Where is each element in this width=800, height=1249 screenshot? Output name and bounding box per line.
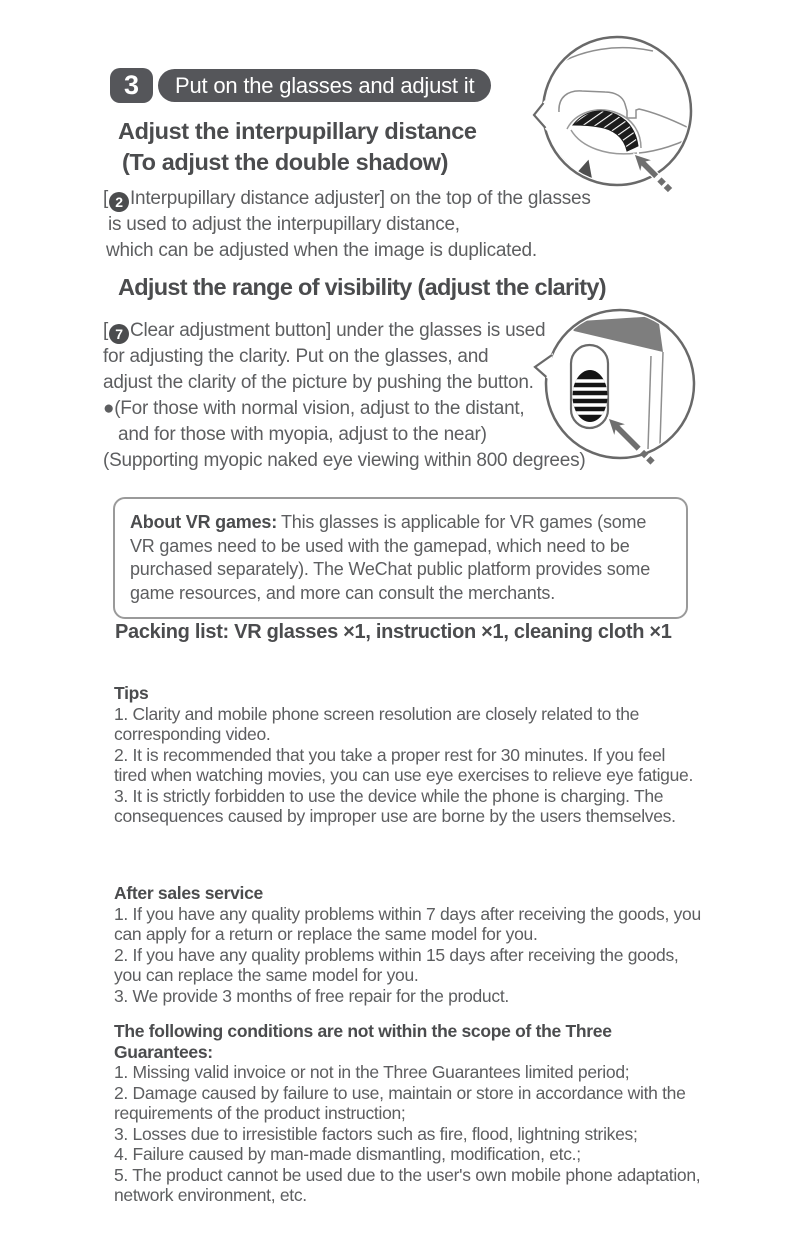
clarity-paragraph-line5: and for those with myopia, adjust to the near) (118, 424, 487, 445)
guarantee-item: 2. Damage caused by failure to use, maintain or store in accordance with the requirements of the product instruction; (114, 1082, 686, 1123)
tips-heading: Tips (114, 683, 149, 703)
after-sales-item: 2. If you have any quality problems within 15 days after receiving the goods, you can replace the same model for you. (114, 944, 679, 985)
magnifier-circle (543, 37, 691, 185)
circled-2-marker: 2 (109, 192, 129, 212)
after-sales-section (114, 883, 702, 1006)
ipd-heading (118, 116, 477, 178)
vr-games-note-box (113, 497, 688, 619)
guarantee-item: 4. Failure caused by man-made dismantling, modification, etc.; (114, 1144, 581, 1164)
clarity-paragraph-line6: (Supporting myopic naked eye viewing within 800 degrees) (103, 450, 586, 471)
three-guarantees-heading: The following conditions are not within the scope of the Three Guarantees: (114, 1021, 612, 1062)
ipd-heading-line2: (To adjust the double shadow) (122, 149, 449, 175)
clarity-paragraph (103, 318, 585, 474)
clarity-paragraph-line2: for adjusting the clarity. Put on the glasses, and (103, 346, 489, 367)
guarantee-item: 1. Missing valid invoice or not in the Three Guarantees limited period; (114, 1062, 630, 1082)
bracket-open: [ (103, 188, 109, 209)
ipd-paragraph-line1 (103, 186, 591, 212)
clarity-heading: Adjust the range of visibility (adjust the clarity) (118, 274, 606, 300)
bracket-open: [ (103, 320, 109, 341)
after-sales-item: 3. We provide 3 months of free repair for the product. (114, 985, 509, 1006)
ipd-heading-line1: Adjust the interpupillary distance (118, 118, 477, 144)
circled-7-marker: 7 (109, 324, 129, 344)
packing-list: Packing list: VR glasses ×1, instruction ×1, cleaning cloth ×1 (115, 621, 672, 643)
step-number-badge: 3 (110, 68, 153, 103)
vr-games-text: This glasses is applicable for VR games (some VR games need to be used with the gamepad, which need to be purchased separately). The WeChat public platform provides some game resources, and more can consult the merchants. (130, 512, 650, 603)
guarantee-item: 5. The product cannot be used due to the user's own mobile phone adaptation, network environment, etc. (114, 1164, 701, 1205)
tips-item: 3. It is strictly forbidden to use the device while the phone is charging. The consequences caused by improper use are borne by the users themselves. (114, 785, 676, 826)
clarity-paragraph-line4: ●(For those with normal vision, adjust to the distant, (103, 398, 525, 419)
tips-section (114, 683, 702, 827)
three-guarantees-section (114, 1021, 702, 1206)
after-sales-heading: After sales service (114, 883, 263, 903)
step-title-pill: Put on the glasses and adjust it (158, 69, 491, 102)
clarity-paragraph-line3: adjust the clarity of the picture by pushing the button. (103, 372, 534, 393)
vr-games-label: About VR games: (130, 512, 278, 532)
ipd-adjuster-illustration (531, 33, 701, 197)
tips-item: 1. Clarity and mobile phone screen resolution are closely related to the corresponding video. (114, 703, 640, 744)
clarity-paragraph-line1 (103, 318, 585, 344)
clarity-line1-text: Clear adjustment button] under the glasses is used (130, 320, 546, 341)
guarantee-item: 3. Losses due to irresistible factors such as fire, flood, lightning strikes; (114, 1123, 638, 1144)
after-sales-item: 1. If you have any quality problems within 7 days after receiving the goods, you can apply for a return or replace the same model for you. (114, 903, 701, 944)
ipd-paragraph-line3: which can be adjusted when the image is duplicated. (106, 240, 537, 261)
clarity-button-illustration (533, 306, 703, 470)
ipd-line1-text: Interpupillary distance adjuster] on the top of the glasses (130, 188, 591, 209)
ipd-paragraph-line2: is used to adjust the interpupillary distance, (108, 214, 460, 235)
step-header (110, 68, 491, 103)
ipd-paragraph (103, 186, 591, 264)
tips-item: 2. It is recommended that you take a proper rest for 30 minutes. If you feel tired when watching movies, you can use eye exercises to relieve eye fatigue. (114, 744, 694, 785)
